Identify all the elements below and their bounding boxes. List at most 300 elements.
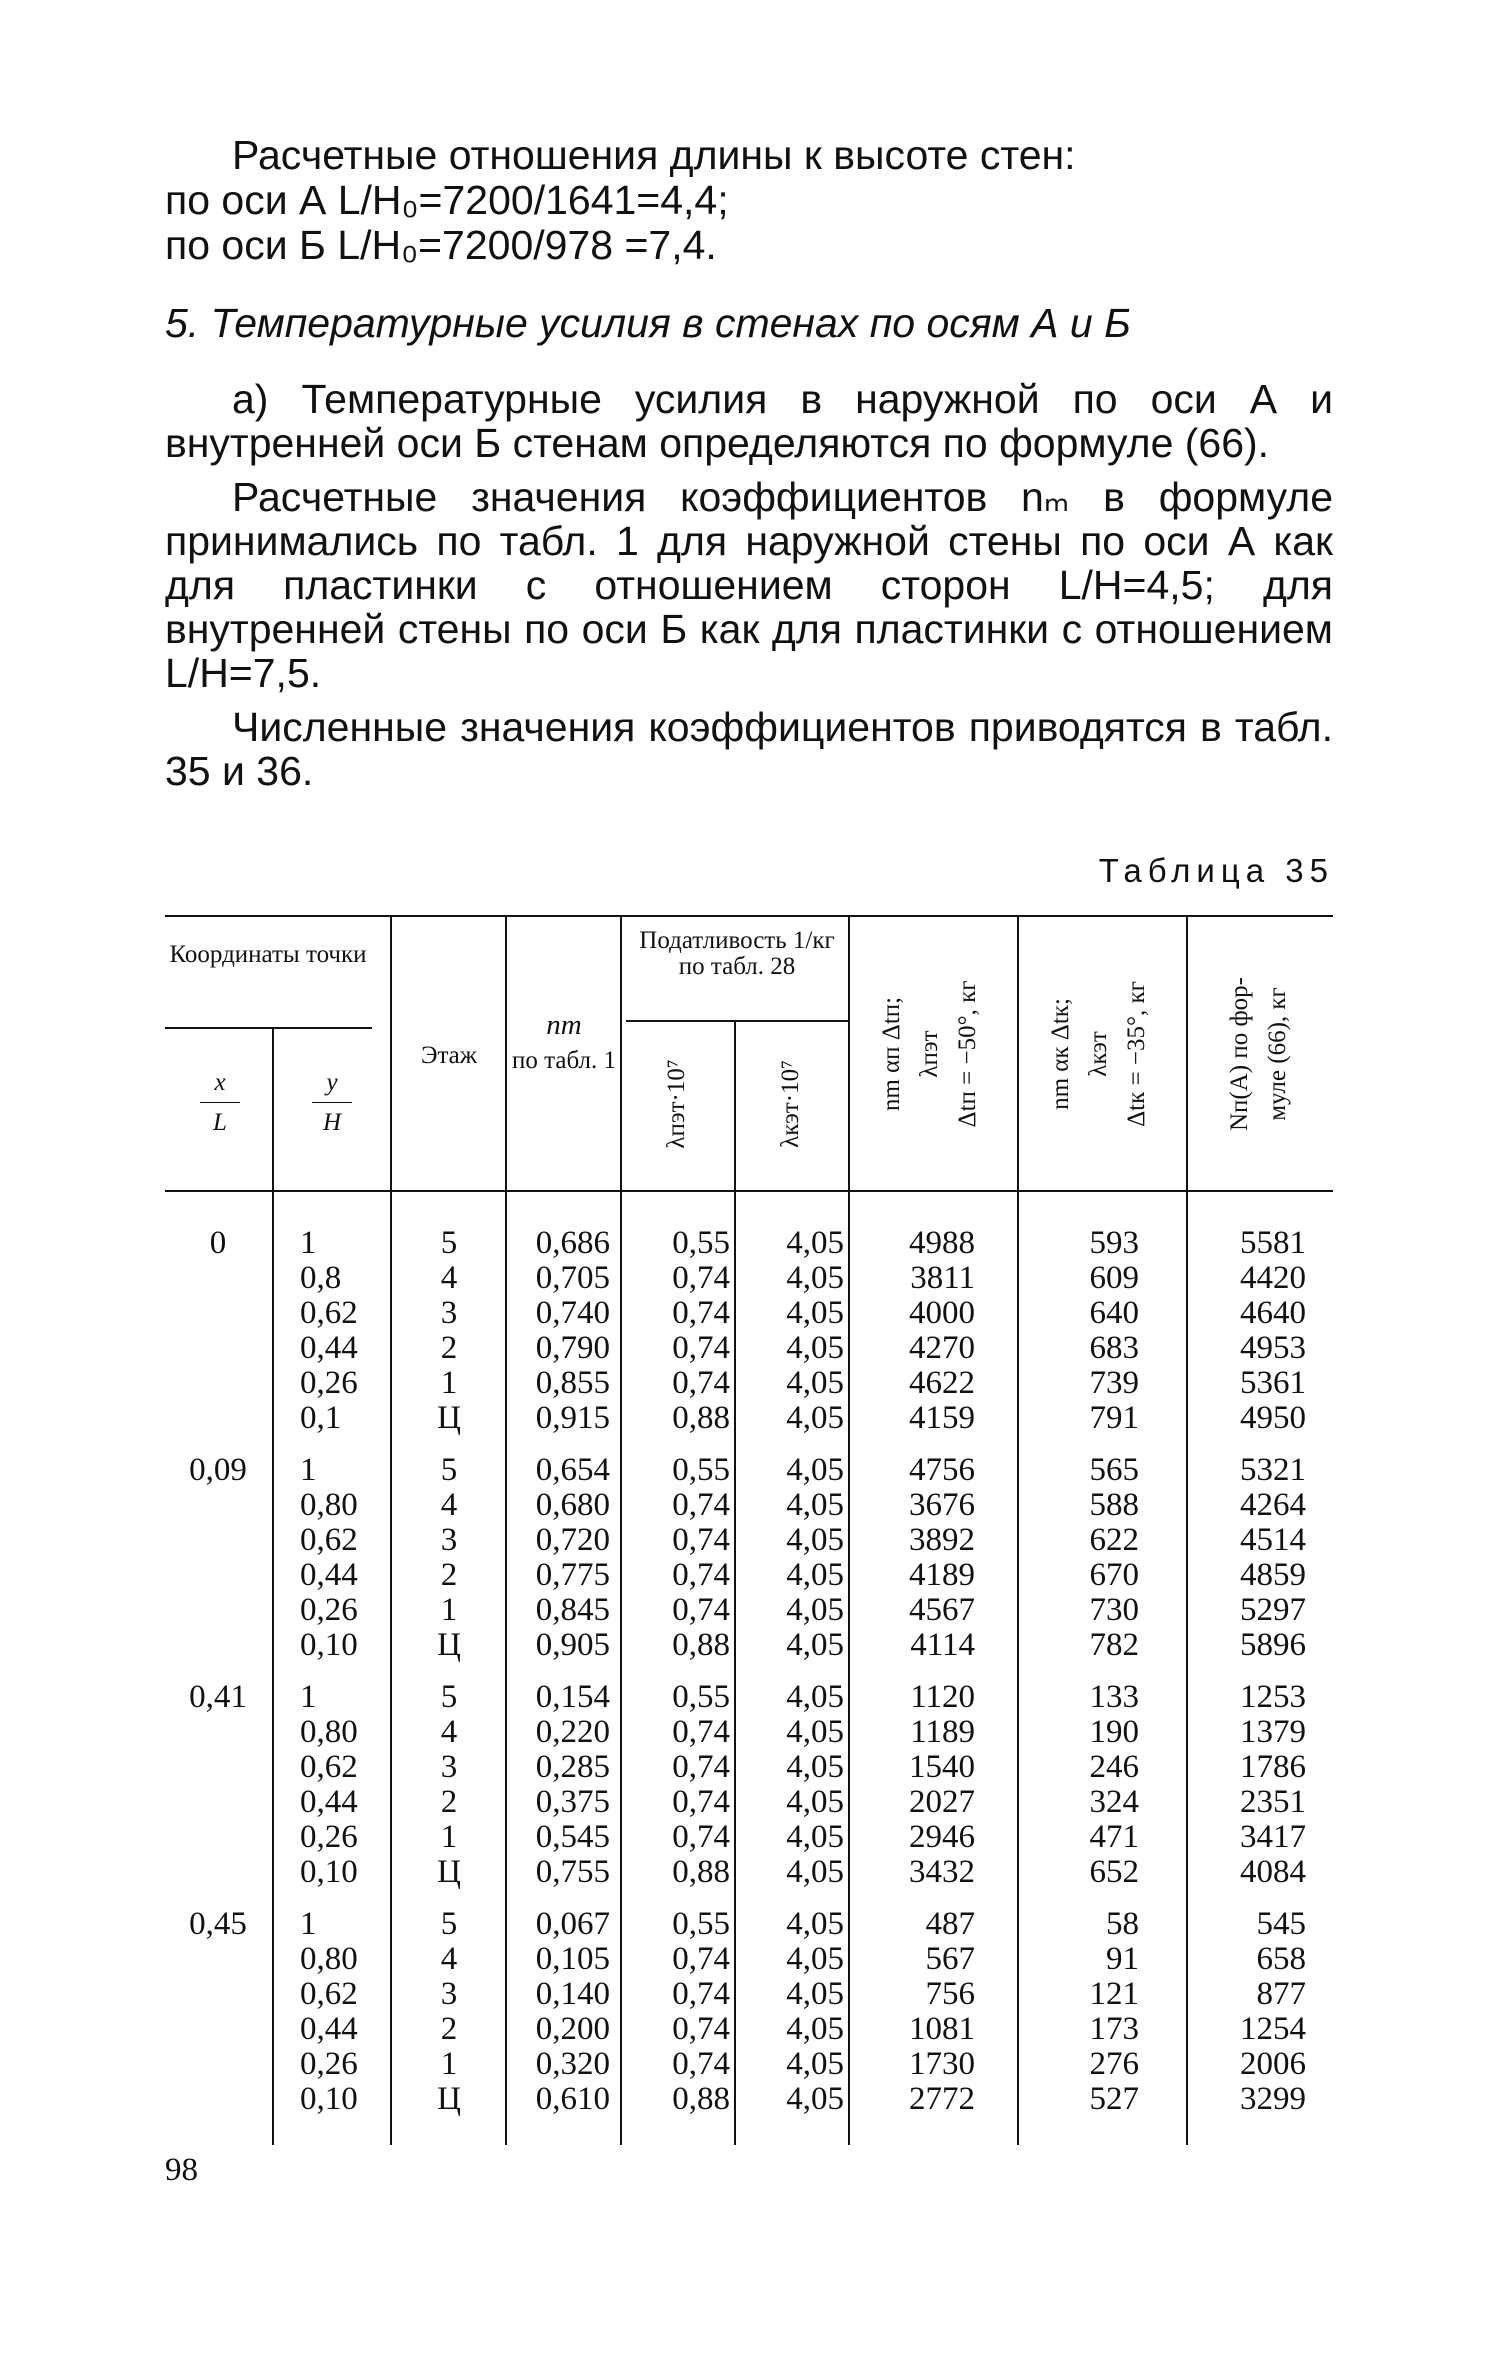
- cell-lambda-p: 0,55: [672, 1225, 730, 1261]
- cell-p-force: 1189: [910, 1714, 975, 1750]
- cell-floor: 5: [440, 1906, 458, 1942]
- row-group: [510, 1453, 610, 1663]
- paragraph-2: Расчетные значения коэффициентов nₘ в формуле принимались по табл. 1 для наружной стены по оси А как для пластинки с отношением сторон L/H=4,5; для внутренней стены по оси Б как для пластинки с отношением L/H=7,5.: [165, 474, 1333, 696]
- cell-lambda-p: 0,74: [672, 1487, 730, 1523]
- cell-floor: Ц: [437, 1854, 461, 1890]
- cell-lambda-p: 0,88: [672, 2081, 730, 2117]
- header-floor: Этаж: [420, 1042, 478, 1069]
- cell-y: 0,44: [300, 2011, 358, 2047]
- body-text: [165, 377, 1333, 803]
- cell-lambda-k: 4,05: [786, 2011, 844, 2047]
- cell-k-force: 622: [1089, 1522, 1139, 1558]
- cell-x: [168, 1331, 268, 1366]
- cell-y: 1: [300, 1225, 317, 1261]
- row-group: [395, 1907, 503, 2117]
- paragraph-3: Численные значения коэффициентов приводятся в табл. 35 и 36.: [165, 704, 1333, 794]
- cell-x: [168, 2082, 268, 2117]
- cell-nm: 0,320: [535, 2046, 610, 2082]
- cell-p-force: 4189: [909, 1557, 975, 1593]
- cell-n-force: 3417: [1240, 1819, 1306, 1855]
- row-group: [744, 1907, 844, 2117]
- cell-y: 0,62: [300, 1522, 358, 1558]
- cell-n-force: 1786: [1240, 1749, 1306, 1785]
- cell-floor: 2: [440, 1557, 458, 1593]
- cell-lambda-k: 4,05: [786, 1906, 844, 1942]
- cell-floor: 4: [440, 1260, 458, 1296]
- header-x-den: L: [213, 1109, 227, 1136]
- cell-p-force: 2946: [909, 1819, 975, 1855]
- cell-nm: 0,200: [535, 2011, 610, 2047]
- cell-lambda-p: 0,55: [672, 1906, 730, 1942]
- cell-floor: 2: [440, 2011, 458, 2047]
- cell-n-force: 545: [1256, 1906, 1306, 1942]
- row-group: [300, 1680, 385, 1890]
- cell-k-force: 782: [1089, 1627, 1139, 1663]
- cell-x: [168, 1750, 268, 1785]
- header-n-part2: муле (66), кг: [1264, 987, 1291, 1121]
- row-group: [850, 1226, 975, 1436]
- cell-y: 0,44: [300, 1784, 358, 1820]
- row-group: [395, 1680, 503, 1890]
- cell-lambda-p: 0,88: [672, 1400, 730, 1436]
- row-group: [744, 1680, 844, 1890]
- row-group: [300, 1226, 385, 1436]
- cell-y: 0,26: [300, 2046, 358, 2082]
- cell-k-force: 609: [1089, 1260, 1139, 1296]
- cell-x: [168, 2012, 268, 2047]
- row-group: [395, 1453, 503, 1663]
- table-caption: Таблица 35: [1098, 852, 1334, 889]
- cell-x: [168, 1785, 268, 1820]
- cell-lambda-k: 4,05: [786, 1714, 844, 1750]
- row-group: [395, 1226, 503, 1436]
- column-lambda-k: [744, 1226, 844, 2134]
- cell-lambda-p: 0,74: [672, 1819, 730, 1855]
- cell-floor: 1: [440, 1365, 458, 1401]
- row-group: [168, 1680, 268, 1890]
- section-heading: 5. Температурные усилия в стенах по осям А и Б: [165, 300, 1131, 346]
- cell-n-force: 2006: [1240, 2046, 1306, 2082]
- cell-y: 0,10: [300, 1627, 358, 1663]
- header-k-part2: λкэт: [1085, 1031, 1112, 1077]
- vrule-nm-lp: [620, 915, 622, 2145]
- cell-lambda-p: 0,74: [672, 1522, 730, 1558]
- cell-lambda-k: 4,05: [786, 1941, 844, 1977]
- cell-n-force: 4950: [1240, 1400, 1306, 1436]
- header-y-num: y: [326, 1069, 338, 1096]
- header-x-num: x: [214, 1069, 226, 1096]
- row-group: [510, 1907, 610, 2117]
- cell-n-force: 2351: [1240, 1784, 1306, 1820]
- cell-p-force: 1540: [909, 1749, 975, 1785]
- cell-nm: 0,790: [535, 1330, 610, 1366]
- cell-x: 0,09: [189, 1452, 247, 1488]
- header-nm: nm: [546, 1009, 582, 1041]
- cell-lambda-k: 4,05: [786, 1679, 844, 1715]
- cell-n-force: 5581: [1240, 1225, 1306, 1261]
- cell-x: [168, 1593, 268, 1628]
- header-p-part2: λпэт: [916, 1030, 943, 1078]
- cell-floor: 4: [440, 1941, 458, 1977]
- cell-lambda-p: 0,74: [672, 1557, 730, 1593]
- cell-p-force: 4159: [909, 1400, 975, 1436]
- cell-floor: 3: [440, 1976, 458, 2012]
- cell-y: 0,44: [300, 1557, 358, 1593]
- cell-n-force: 658: [1256, 1941, 1306, 1977]
- column-lambda-p: [630, 1226, 730, 2134]
- row-group: [1019, 1453, 1139, 1663]
- cell-k-force: 791: [1089, 1400, 1139, 1436]
- intro-line-1: Расчетные отношения длины к высоте стен:: [232, 132, 1076, 178]
- cell-n-force: 1254: [1240, 2011, 1306, 2047]
- cell-n-force: 5361: [1240, 1365, 1306, 1401]
- cell-x: [168, 1820, 268, 1855]
- row-group: [630, 1907, 730, 2117]
- compliance-sub-rule: [626, 1020, 848, 1022]
- cell-n-force: 4953: [1240, 1330, 1306, 1366]
- cell-lambda-k: 4,05: [786, 2046, 844, 2082]
- column-k-force: [1019, 1226, 1139, 2134]
- row-group: [510, 1226, 610, 1436]
- cell-nm: 0,375: [535, 1784, 610, 1820]
- table-top-rule: [165, 915, 1333, 917]
- cell-lambda-k: 4,05: [786, 1225, 844, 1261]
- cell-y: 0,10: [300, 1854, 358, 1890]
- row-group: [168, 1226, 268, 1436]
- cell-k-force: 730: [1089, 1592, 1139, 1628]
- cell-nm: 0,220: [535, 1714, 610, 1750]
- header-k-part1: nm αк Δtк;: [1047, 998, 1074, 1110]
- cell-p-force: 4988: [909, 1225, 975, 1261]
- vrule-coords-floor: [390, 915, 392, 2145]
- row-group: [850, 1907, 975, 2117]
- row-group: [850, 1453, 975, 1663]
- row-group: [1188, 1680, 1306, 1890]
- cell-n-force: 5297: [1240, 1592, 1306, 1628]
- cell-lambda-k: 4,05: [786, 1557, 844, 1593]
- cell-n-force: 4264: [1240, 1487, 1306, 1523]
- header-p-part1: nm αп Δtп;: [878, 996, 905, 1112]
- column-x-over-l: [168, 1226, 268, 2134]
- header-compliance: Податливость 1/кг по табл. 28: [639, 927, 835, 980]
- cell-lambda-k: 4,05: [786, 1400, 844, 1436]
- header-coords: Координаты точки: [169, 941, 367, 968]
- cell-y: 0,80: [300, 1487, 358, 1523]
- cell-nm: 0,680: [535, 1487, 610, 1523]
- cell-lambda-k: 4,05: [786, 1260, 844, 1296]
- cell-x: [168, 1366, 268, 1401]
- cell-y: 0,62: [300, 1976, 358, 2012]
- cell-k-force: 121: [1089, 1976, 1139, 2012]
- cell-nm: 0,285: [535, 1749, 610, 1785]
- cell-lambda-k: 4,05: [786, 1627, 844, 1663]
- cell-y: 0,80: [300, 1714, 358, 1750]
- cell-n-force: 3299: [1240, 2081, 1306, 2117]
- cell-n-force: 1253: [1240, 1679, 1306, 1715]
- cell-k-force: 640: [1089, 1295, 1139, 1331]
- cell-p-force: 3892: [909, 1522, 975, 1558]
- cell-p-force: 3432: [909, 1854, 975, 1890]
- cell-x: [168, 1401, 268, 1436]
- cell-k-force: 246: [1089, 1749, 1139, 1785]
- row-group: [744, 1226, 844, 1436]
- cell-lambda-p: 0,55: [672, 1679, 730, 1715]
- cell-nm: 0,755: [535, 1854, 610, 1890]
- cell-y: 1: [300, 1452, 317, 1488]
- cell-floor: Ц: [437, 1627, 461, 1663]
- cell-nm: 0,105: [535, 1941, 610, 1977]
- cell-n-force: 4084: [1240, 1854, 1306, 1890]
- row-group: [850, 1680, 975, 1890]
- cell-y: 0,26: [300, 1819, 358, 1855]
- cell-floor: 2: [440, 1784, 458, 1820]
- header-y-den: H: [322, 1109, 342, 1136]
- column-floor: [395, 1226, 503, 2134]
- cell-floor: 4: [440, 1487, 458, 1523]
- cell-k-force: 652: [1089, 1854, 1139, 1890]
- cell-p-force: 2027: [909, 1784, 975, 1820]
- page-number: 98: [165, 2152, 198, 2188]
- cell-x: [168, 1942, 268, 1977]
- cell-floor: 5: [440, 1452, 458, 1488]
- cell-k-force: 593: [1089, 1225, 1139, 1261]
- column-nm: [510, 1226, 610, 2134]
- cell-floor: 5: [440, 1225, 458, 1261]
- cell-y: 0,62: [300, 1295, 358, 1331]
- cell-k-force: 276: [1089, 2046, 1139, 2082]
- cell-lambda-k: 4,05: [786, 1330, 844, 1366]
- cell-k-force: 133: [1089, 1679, 1139, 1715]
- cell-k-force: 739: [1089, 1365, 1139, 1401]
- cell-lambda-k: 4,05: [786, 1854, 844, 1890]
- cell-n-force: 5896: [1240, 1627, 1306, 1663]
- cell-k-force: 588: [1089, 1487, 1139, 1523]
- cell-nm: 0,845: [535, 1592, 610, 1628]
- header-k-part3: Δtк = −35°, кг: [1123, 981, 1150, 1127]
- cell-x: [168, 1715, 268, 1750]
- row-group: [1019, 1907, 1139, 2117]
- row-group: [168, 1453, 268, 1663]
- cell-lambda-k: 4,05: [786, 1295, 844, 1331]
- cell-p-force: 1120: [910, 1679, 975, 1715]
- row-group: [1019, 1226, 1139, 1436]
- cell-nm: 0,654: [535, 1452, 610, 1488]
- cell-lambda-p: 0,74: [672, 2046, 730, 2082]
- cell-floor: 5: [440, 1679, 458, 1715]
- intro-line-3: по оси Б L/H₀=7200/978 =7,4.: [165, 222, 717, 268]
- cell-lambda-p: 0,74: [672, 2011, 730, 2047]
- cell-lambda-p: 0,74: [672, 1592, 730, 1628]
- cell-k-force: 670: [1089, 1557, 1139, 1593]
- cell-lambda-p: 0,74: [672, 1260, 730, 1296]
- cell-nm: 0,154: [535, 1679, 610, 1715]
- cell-lambda-k: 4,05: [786, 1365, 844, 1401]
- header-n-part1: Nп(А) по фор-: [1226, 976, 1253, 1132]
- cell-p-force: 1730: [909, 2046, 975, 2082]
- cell-y: 0,62: [300, 1749, 358, 1785]
- row-group: [630, 1226, 730, 1436]
- cell-x: [168, 1523, 268, 1558]
- cell-x: [168, 1855, 268, 1890]
- cell-lambda-p: 0,74: [672, 1295, 730, 1331]
- cell-floor: 1: [440, 2046, 458, 2082]
- cell-lambda-p: 0,74: [672, 1330, 730, 1366]
- cell-y: 1: [300, 1906, 317, 1942]
- column-y-over-h: [300, 1226, 385, 2134]
- cell-lambda-p: 0,74: [672, 1365, 730, 1401]
- cell-lambda-k: 4,05: [786, 1976, 844, 2012]
- cell-p-force: 1081: [909, 2011, 975, 2047]
- cell-y: 0,44: [300, 1330, 358, 1366]
- row-group: [630, 1680, 730, 1890]
- paragraph-1: а) Температурные усилия в наружной по оси А и внутренней оси Б стенам определяются по формуле (66).: [165, 376, 1333, 466]
- cell-p-force: 756: [925, 1976, 975, 2012]
- cell-n-force: 4514: [1240, 1522, 1306, 1558]
- cell-nm: 0,915: [535, 1400, 610, 1436]
- cell-lambda-k: 4,05: [786, 1784, 844, 1820]
- cell-p-force: 3811: [910, 1260, 975, 1296]
- header-p-part3: Δtп = −50°, кг: [954, 980, 981, 1128]
- cell-x: 0,41: [189, 1679, 247, 1715]
- cell-x: 0: [209, 1225, 227, 1261]
- cell-nm: 0,720: [535, 1522, 610, 1558]
- header-lambda-p: λпэт·10⁷: [663, 1059, 690, 1149]
- row-group: [168, 1907, 268, 2117]
- vrule-floor-nm: [505, 915, 507, 2145]
- cell-p-force: 4622: [909, 1365, 975, 1401]
- cell-p-force: 4114: [910, 1627, 975, 1663]
- cell-floor: Ц: [437, 1400, 461, 1436]
- cell-n-force: 5321: [1240, 1452, 1306, 1488]
- header-x-fraction-bar: [200, 1102, 240, 1103]
- cell-p-force: 4756: [909, 1452, 975, 1488]
- cell-lambda-k: 4,05: [786, 1749, 844, 1785]
- header-y-fraction-bar: [312, 1102, 352, 1103]
- header-nm-sub: по табл. 1: [511, 1047, 617, 1074]
- cell-lambda-k: 4,05: [786, 1487, 844, 1523]
- cell-y: 1: [300, 1679, 317, 1715]
- cell-x: [168, 1261, 268, 1296]
- cell-k-force: 58: [1106, 1906, 1139, 1942]
- cell-lambda-k: 4,05: [786, 2081, 844, 2117]
- cell-p-force: 4270: [909, 1330, 975, 1366]
- cell-x: [168, 1296, 268, 1331]
- cell-floor: 1: [440, 1819, 458, 1855]
- coords-sub-rule: [165, 1027, 372, 1029]
- cell-lambda-p: 0,88: [672, 1854, 730, 1890]
- cell-p-force: 567: [925, 1941, 975, 1977]
- cell-y: 0,26: [300, 1365, 358, 1401]
- cell-k-force: 683: [1089, 1330, 1139, 1366]
- cell-floor: 3: [440, 1295, 458, 1331]
- cell-lambda-k: 4,05: [786, 1592, 844, 1628]
- cell-nm: 0,705: [535, 1260, 610, 1296]
- cell-lambda-p: 0,74: [672, 1941, 730, 1977]
- cell-n-force: 877: [1256, 1976, 1306, 2012]
- cell-lambda-p: 0,74: [672, 1749, 730, 1785]
- cell-k-force: 91: [1106, 1941, 1139, 1977]
- cell-k-force: 471: [1089, 1819, 1139, 1855]
- cell-nm: 0,855: [535, 1365, 610, 1401]
- cell-lambda-p: 0,88: [672, 1627, 730, 1663]
- cell-lambda-p: 0,55: [672, 1452, 730, 1488]
- cell-x: [168, 2047, 268, 2082]
- cell-floor: 2: [440, 1330, 458, 1366]
- cell-nm: 0,775: [535, 1557, 610, 1593]
- cell-floor: 3: [440, 1749, 458, 1785]
- cell-y: 0,1: [300, 1400, 342, 1436]
- cell-k-force: 565: [1089, 1452, 1139, 1488]
- row-group: [300, 1453, 385, 1663]
- cell-floor: Ц: [437, 2081, 461, 2117]
- cell-nm: 0,686: [535, 1225, 610, 1261]
- vrule-x-y: [272, 1027, 274, 2145]
- table-header-rule: [165, 1190, 1333, 1192]
- cell-nm: 0,067: [535, 1906, 610, 1942]
- cell-n-force: 4859: [1240, 1557, 1306, 1593]
- cell-x: [168, 1558, 268, 1593]
- cell-floor: 1: [440, 1592, 458, 1628]
- column-p-force: [850, 1226, 975, 2134]
- cell-lambda-p: 0,74: [672, 1976, 730, 2012]
- cell-k-force: 324: [1089, 1784, 1139, 1820]
- cell-nm: 0,545: [535, 1819, 610, 1855]
- cell-p-force: 2772: [909, 2081, 975, 2117]
- intro-line-2: по оси А L/H₀=7200/1641=4,4;: [165, 177, 729, 223]
- cell-n-force: 4640: [1240, 1295, 1306, 1331]
- cell-x: 0,45: [189, 1906, 247, 1942]
- row-group: [744, 1453, 844, 1663]
- cell-x: [168, 1628, 268, 1663]
- column-n-force: [1188, 1226, 1306, 2134]
- cell-y: 0,26: [300, 1592, 358, 1628]
- cell-p-force: 4567: [909, 1592, 975, 1628]
- cell-lambda-k: 4,05: [786, 1522, 844, 1558]
- row-group: [1188, 1907, 1306, 2117]
- row-group: [630, 1453, 730, 1663]
- cell-nm: 0,740: [535, 1295, 610, 1331]
- cell-k-force: 527: [1089, 2081, 1139, 2117]
- cell-lambda-k: 4,05: [786, 1452, 844, 1488]
- vrule-lp-lk: [734, 1020, 736, 2145]
- cell-y: 0,10: [300, 2081, 358, 2117]
- cell-nm: 0,610: [535, 2081, 610, 2117]
- cell-lambda-k: 4,05: [786, 1819, 844, 1855]
- row-group: [1019, 1680, 1139, 1890]
- cell-p-force: 3676: [909, 1487, 975, 1523]
- cell-floor: 3: [440, 1522, 458, 1558]
- cell-k-force: 190: [1089, 1714, 1139, 1750]
- row-group: [1188, 1453, 1306, 1663]
- cell-p-force: 4000: [909, 1295, 975, 1331]
- cell-nm: 0,140: [535, 1976, 610, 2012]
- cell-y: 0,8: [300, 1260, 342, 1296]
- row-group: [510, 1680, 610, 1890]
- cell-lambda-p: 0,74: [672, 1714, 730, 1750]
- cell-nm: 0,905: [535, 1627, 610, 1663]
- cell-k-force: 173: [1089, 2011, 1139, 2047]
- cell-x: [168, 1977, 268, 2012]
- cell-floor: 4: [440, 1714, 458, 1750]
- row-group: [1188, 1226, 1306, 1436]
- cell-n-force: 1379: [1240, 1714, 1306, 1750]
- cell-y: 0,80: [300, 1941, 358, 1977]
- cell-lambda-p: 0,74: [672, 1784, 730, 1820]
- cell-n-force: 4420: [1240, 1260, 1306, 1296]
- row-group: [300, 1907, 385, 2117]
- cell-x: [168, 1488, 268, 1523]
- cell-p-force: 487: [925, 1906, 975, 1942]
